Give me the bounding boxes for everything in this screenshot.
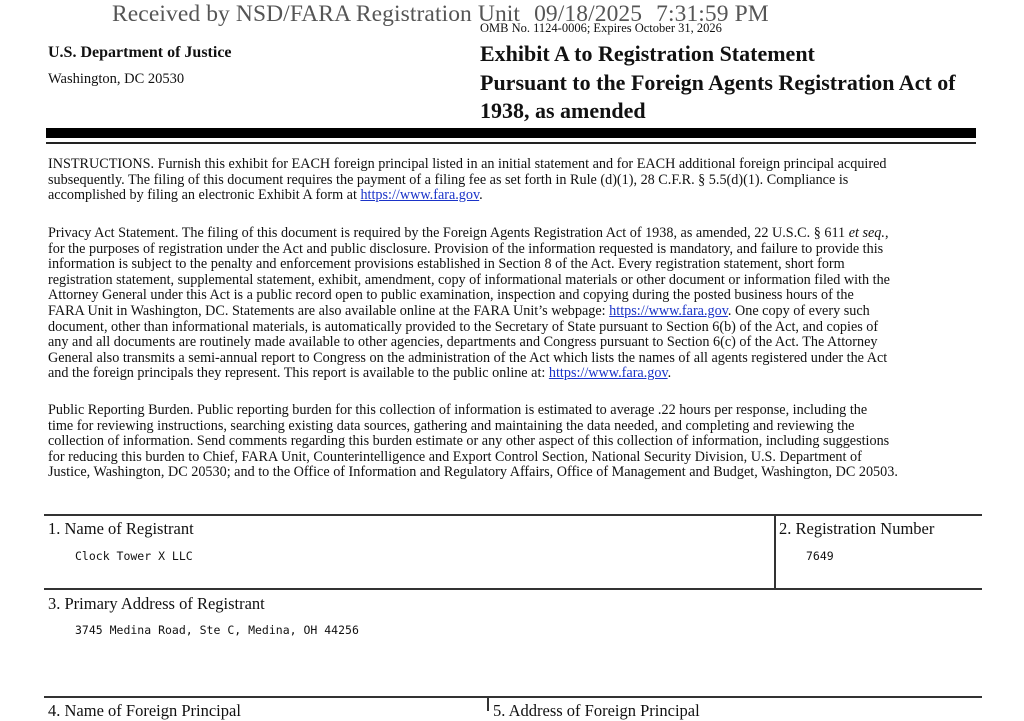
department-city: Washington, DC 20530 [48,71,185,87]
text-span: accomplished by filing an electronic Exhibit A form at [48,187,361,204]
text-line: registration statement, supplemental statement, exhibit, amendment, copy of informational materials or other document or information filed with the [48,271,890,288]
page-subtitle-line2: 1938, as amended [480,98,646,123]
form-column-divider [774,515,776,590]
text-line: subsequently. The filing of this document requires the payment of a filing fee as set forth in Rule (d)(1), 28 C.F.R. § 5.5(d)(1). Compliance is [48,171,849,188]
fara-link[interactable]: https://www.fara.gov [609,302,728,319]
instructions-paragraph [48,157,983,204]
registrant-name-label: 1. Name of Registrant [48,519,194,538]
registration-number-label: 2. Registration Number [779,519,935,538]
text-line [48,188,983,204]
text-line: Public Reporting Burden. Public reporting burden for this collection of information is estimated to average .22 hours per response, including the [48,402,868,418]
thin-divider [46,142,976,144]
italic-text: et seq. [848,225,885,241]
foreign-principal-address-label: 5. Address of Foreign Principal [493,701,700,720]
text-line: any and all documents are routinely made available to other agencies, departments and Congress pursuant to Section 6(c) of the Act. The Attorney [48,334,878,351]
text-span: . [479,187,483,204]
registration-number-field[interactable]: 7649 [806,549,834,563]
stamp-text: Received by NSD/FARA Registration Unit [112,1,521,27]
text-line: for reducing this burden to Chief, FARA Unit, Counterintelligence and Export Control Section, National Security Division, U.S. Department of [48,448,862,465]
omb-number: OMB No. 1124-0006; Expires October 31, 2026 [480,21,722,35]
page-subtitle-line1: Pursuant to the Foreign Agents Registration Act of [480,70,956,95]
registrant-address-label: 3. Primary Address of Registrant [48,594,265,613]
burden-paragraph [48,403,983,481]
text-line: information is subject to the penalty and enforcement provisions established in Section 8 of the Act. Every registration statement, short form [48,256,845,273]
text-line: INSTRUCTIONS. Furnish this exhibit for EACH foreign principal listed in an initial statement and for EACH additional foreign principal acquired [48,156,887,172]
text-span: . [667,365,672,382]
department-name: U.S. Department of Justice [48,44,232,61]
text-line: Attorney General under this Act is a public record open to public examination, inspection and copying during the posted business hours of the [48,287,854,304]
text-span: and the foreign principals they represent. This report is available to the public online at: [48,365,549,382]
text-line: General also transmits a semi-annual report to Congress on the administration of the Act which lists the names of all agents registered under the Act [48,349,888,366]
foreign-principal-name-label: 4. Name of Foreign Principal [48,701,241,720]
text-line [48,304,983,320]
text-line: for the purposes of registration under the Act and public disclosure. Provision of the information requested is mandatory, and failure to provide this [48,240,884,257]
text-line: collection of information. Send comments regarding this burden estimate or any other aspect of this collection of information, including suggestions [48,433,890,450]
text-line [48,366,983,382]
form-rule [44,514,982,516]
text-line: document, other than informational materials, is automatically provided to the Secretary of State pursuant to Section 6(b) of the Act, and copies of [48,318,879,335]
form-rule [44,588,982,590]
form-rule [44,696,982,698]
text-span: . One copy of every such [727,302,870,319]
thick-divider [46,128,976,138]
text-line [48,226,983,242]
stamp-time: 7:31:59 PM [656,1,769,27]
text-span: Privacy Act Statement. The filing of this document is required by the Foreign Agents Registration Act of 1938, as amended, 22 U.S.C. § 611 [48,225,849,241]
privacy-act-paragraph [48,226,983,382]
registrant-address-field[interactable]: 3745 Medina Road, Ste C, Medina, OH 44256 [75,623,359,637]
text-span: , [884,225,889,241]
registrant-name-field[interactable]: Clock Tower X LLC [75,549,193,563]
form-column-divider [487,697,489,711]
fara-link[interactable]: https://www.fara.gov [548,365,668,382]
text-line: time for reviewing instructions, searching existing data sources, gathering and maintaining the data needed, and completing and reviewing the [48,417,855,434]
text-line: Justice, Washington, DC 20530; and to the Office of Information and Regulatory Affairs, Office of Management and Budget, Washington, DC 20503. [48,464,898,481]
fara-link[interactable]: https://www.fara.gov [360,187,480,204]
text-span: FARA Unit in Washington, DC. Statements are also available online at the FARA Unit’s webpage: [48,302,610,319]
page-title: Exhibit A to Registration Statement [480,41,815,66]
stamp-date: 09/18/2025 [534,1,643,27]
